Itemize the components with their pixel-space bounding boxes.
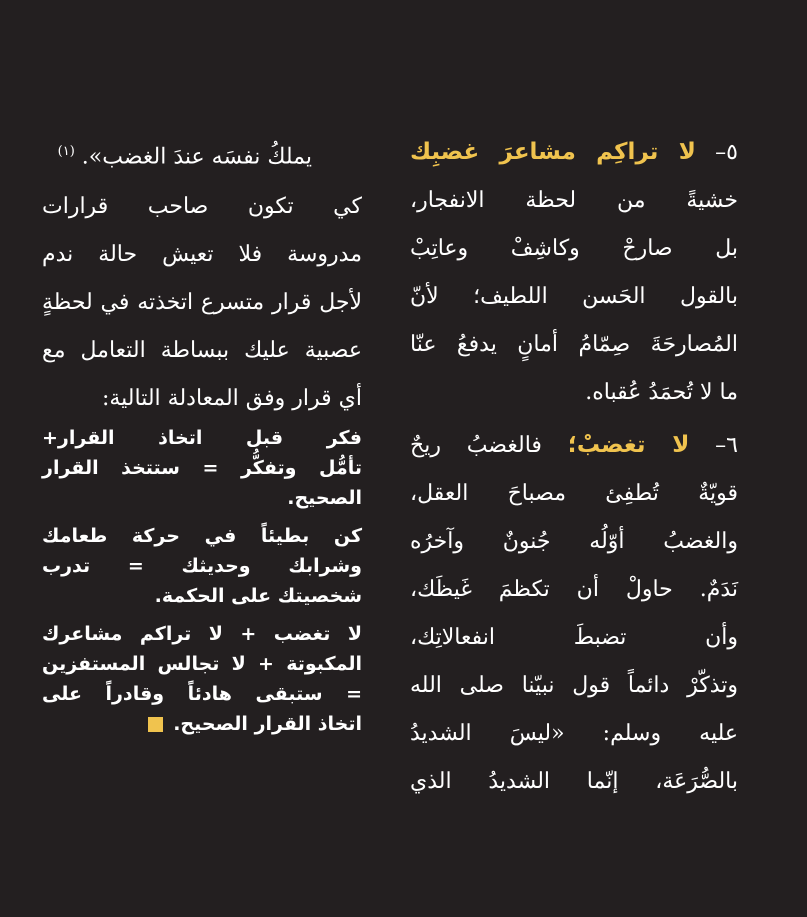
item-6-heading: لا تغضبْ؛ (567, 432, 690, 458)
item-5-number: ٥– (715, 140, 738, 165)
end-square-icon (148, 717, 163, 732)
equation-line: = ستبقى هادئاً وقادراً على (42, 683, 362, 706)
equation-last-line (42, 709, 362, 739)
item-5-line: ما لا تُحمَدُ عُقباه. (585, 380, 738, 405)
paragraph-line: مدروسة فلا تعيش حالة ندم (42, 242, 362, 268)
item-6-line: بالصُّرَعَة، إنّما الشديدُ الذي (410, 769, 738, 794)
item-6 (410, 421, 738, 806)
item-6-line: نَدَمٌ. حاولْ أن تكظمَ غَيظَك، (410, 577, 738, 602)
paragraph-line: لأجل قرار متسرع اتخذته في لحظةٍ (42, 290, 362, 316)
equation-line: كن بطيئاً في حركة طعامك (42, 525, 362, 548)
item-6-line: قويّةٌ تُطفِئ مصباحَ العقل، (410, 481, 738, 506)
item-6-first-line-text: فالغضبُ ريحٌ (410, 433, 542, 458)
item-6-line: وتذكّرْ دائماً قول نبيّنا صلى الله (410, 673, 738, 698)
item-5-line: بالقول الحَسن اللطيف؛ لأنّ (410, 284, 738, 309)
equation-1 (42, 423, 362, 513)
equation-line: المكبوتة + لا تجالس المستفزين (42, 653, 362, 676)
item-5-line: المُصارحَةَ صِمّامُ أمانٍ يدفعُ عنّا (410, 332, 738, 357)
quote-continuation-text: يملكُ نفسَه عندَ الغضب». (81, 144, 312, 170)
paragraph-line: أي قرار وفق المعادلة التالية: (101, 386, 362, 412)
equation-line: وشرابك وحديثك = تدرب (42, 555, 362, 578)
equation-line: فكر قبل اتخاذ القرار+ (42, 427, 362, 450)
footnote-marker: (١) (57, 144, 75, 159)
item-5-heading: لا تراكِم مشاعرَ غضبِك (410, 139, 696, 165)
equation-line: الصحيح. (287, 487, 362, 510)
item-5-line: خشيةً من لحظة الانفجار، (410, 188, 738, 213)
equation-2 (42, 521, 362, 611)
left-column (42, 128, 362, 747)
item-5-line: بل صارحْ وكاشِفْ وعاتِبْ (410, 236, 738, 261)
paragraph-line: عصبية عليك ببساطة التعامل مع (42, 338, 362, 364)
item-6-number: ٦– (715, 433, 738, 458)
decision-paragraph (42, 183, 362, 423)
equation-line: لا تغضب + لا تراكم مشاعرك (42, 623, 362, 646)
equation-line: تأمُّل وتفكُّر = ستتخذ القرار (42, 457, 362, 480)
equation-line: شخصيتك على الحكمة. (154, 585, 362, 608)
quote-continuation (42, 128, 362, 181)
item-6-line: وأن تضبطَ انفعالاتِك، (410, 625, 738, 650)
item-5 (410, 128, 738, 417)
equation-line-text: اتخاذ القرار الصحيح. (173, 713, 362, 736)
right-column (410, 128, 738, 806)
item-6-line: والغضبُ أوّلُه جُنونٌ وآخرُه (410, 529, 738, 554)
item-5-first-line (410, 128, 738, 177)
equation-3 (42, 619, 362, 739)
paragraph-line: كي تكون صاحب قرارات (42, 194, 362, 220)
item-6-first-line (410, 421, 738, 470)
item-6-line: عليه وسلم: «ليسَ الشديدُ (410, 721, 738, 746)
